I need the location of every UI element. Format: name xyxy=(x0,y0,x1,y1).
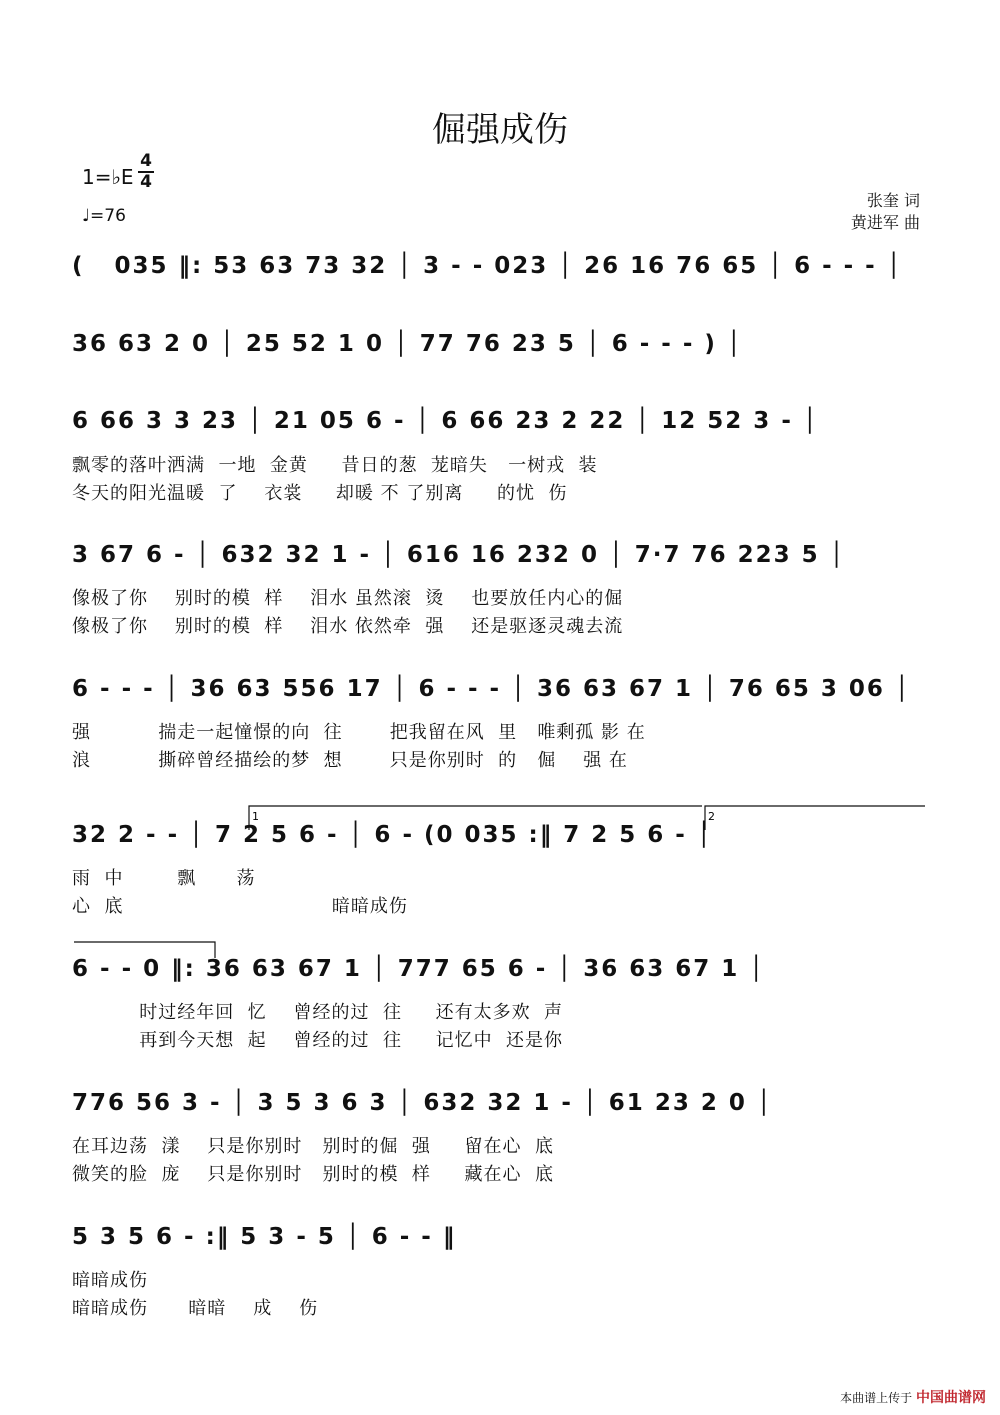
tempo-marking: ♩=76 xyxy=(82,206,126,226)
notes-line-4: 3 67 6 - │ 632 32 1 - │ 616 16 232 0 │ 7·7 76 223 5 │ xyxy=(72,542,846,568)
lyric-line-3-verse-1: 飘零的落叶洒满 一地 金黄 昔日的葱 茏暗失 一树戎 装 xyxy=(72,455,598,476)
source-footer xyxy=(840,1387,986,1407)
lyric-line-3-verse-2: 冬天的阳光温暖 了 衣裳 却暖 不 了别离 的忧 伤 xyxy=(72,483,568,504)
lyric-line-4-verse-1: 像极了你 别时的模 样 泪水 虽然滚 烫 也要放任内心的倔 xyxy=(72,588,624,609)
song-title: 倔强成伤 xyxy=(432,110,568,150)
key-signature: 1=♭E xyxy=(82,165,134,189)
lyric-line-5-verse-2: 浪 撕碎曾经描绘的梦 想 只是你别时 的 倔 强 在 xyxy=(72,750,628,771)
notes-line-8: 776 56 3 - │ 3 5 3 6 3 │ 632 32 1 - │ 61 23 2 0 │ xyxy=(72,1090,773,1116)
notes-line-6: 32 2 - - │ 7 2 5 6 - │ 6 - (0 035 :‖ 7 2 5 6 - │ xyxy=(72,822,713,848)
composer-credit: 黄进军 曲 xyxy=(850,213,920,232)
lyric-line-8-verse-1: 在耳边荡 漾 只是你别时 别时的倔 强 留在心 底 xyxy=(72,1136,554,1157)
lyric-line-5-verse-1: 强 揣走一起憧憬的向 往 把我留在风 里 唯剩孤 影 在 xyxy=(72,722,646,743)
lyric-line-7-verse-1: 时过经年回 忆 曾经的过 往 还有太多欢 声 xyxy=(72,1002,564,1023)
footer-prefix: 本曲谱上传于 xyxy=(840,1391,913,1405)
notes-line-9: 5 3 5 6 - :‖ 5 3 - 5 │ 6 - - ‖ xyxy=(72,1224,457,1250)
time-signature-bottom: 4 xyxy=(138,171,154,192)
svg-text:1: 1 xyxy=(252,810,259,823)
lyric-line-4-verse-2: 像极了你 别时的模 样 泪水 依然牵 强 还是驱逐灵魂去流 xyxy=(72,616,624,637)
lyric-line-9-verse-1: 暗暗成伤 xyxy=(72,1270,148,1291)
notes-line-2: 36 63 2 0 │ 25 52 1 0 │ 77 76 23 5 │ 6 - - - ) │ xyxy=(72,331,743,357)
notes-line-7: 6 - - 0 ‖: 36 63 67 1 │ 777 65 6 - │ 36 63 67 1 │ xyxy=(72,956,766,982)
lyric-line-6-verse-1: 雨 中 飘 荡 xyxy=(72,868,256,889)
site-logo[interactable]: 中国曲谱网 xyxy=(916,1390,986,1406)
notes-line-1: ( 035 ‖: 53 63 73 32 │ 3 - - 023 │ 26 16 76 65 │ 6 - - - │ xyxy=(72,253,903,279)
lyricist-credit: 张奎 词 xyxy=(866,191,920,210)
svg-text:2: 2 xyxy=(708,810,715,823)
time-signature-top: 4 xyxy=(140,151,152,171)
lyric-line-8-verse-2: 微笑的脸 庞 只是你别时 别时的模 样 藏在心 底 xyxy=(72,1164,554,1185)
lyric-line-6-verse-2: 心 底 暗暗成伤 xyxy=(72,896,408,917)
lyric-line-7-verse-2: 再到今天想 起 曾经的过 往 记忆中 还是你 xyxy=(72,1030,564,1051)
lyric-line-9-verse-2: 暗暗成伤 暗暗 成 伤 xyxy=(72,1298,319,1319)
notes-line-5: 6 - - - │ 36 63 556 17 │ 6 - - - │ 36 63 67 1 │ 76 65 3 06 │ xyxy=(72,676,911,702)
notes-line-3: 6 66 3 3 23 │ 21 05 6 - │ 6 66 23 2 22 │ 12 52 3 - │ xyxy=(72,408,819,434)
